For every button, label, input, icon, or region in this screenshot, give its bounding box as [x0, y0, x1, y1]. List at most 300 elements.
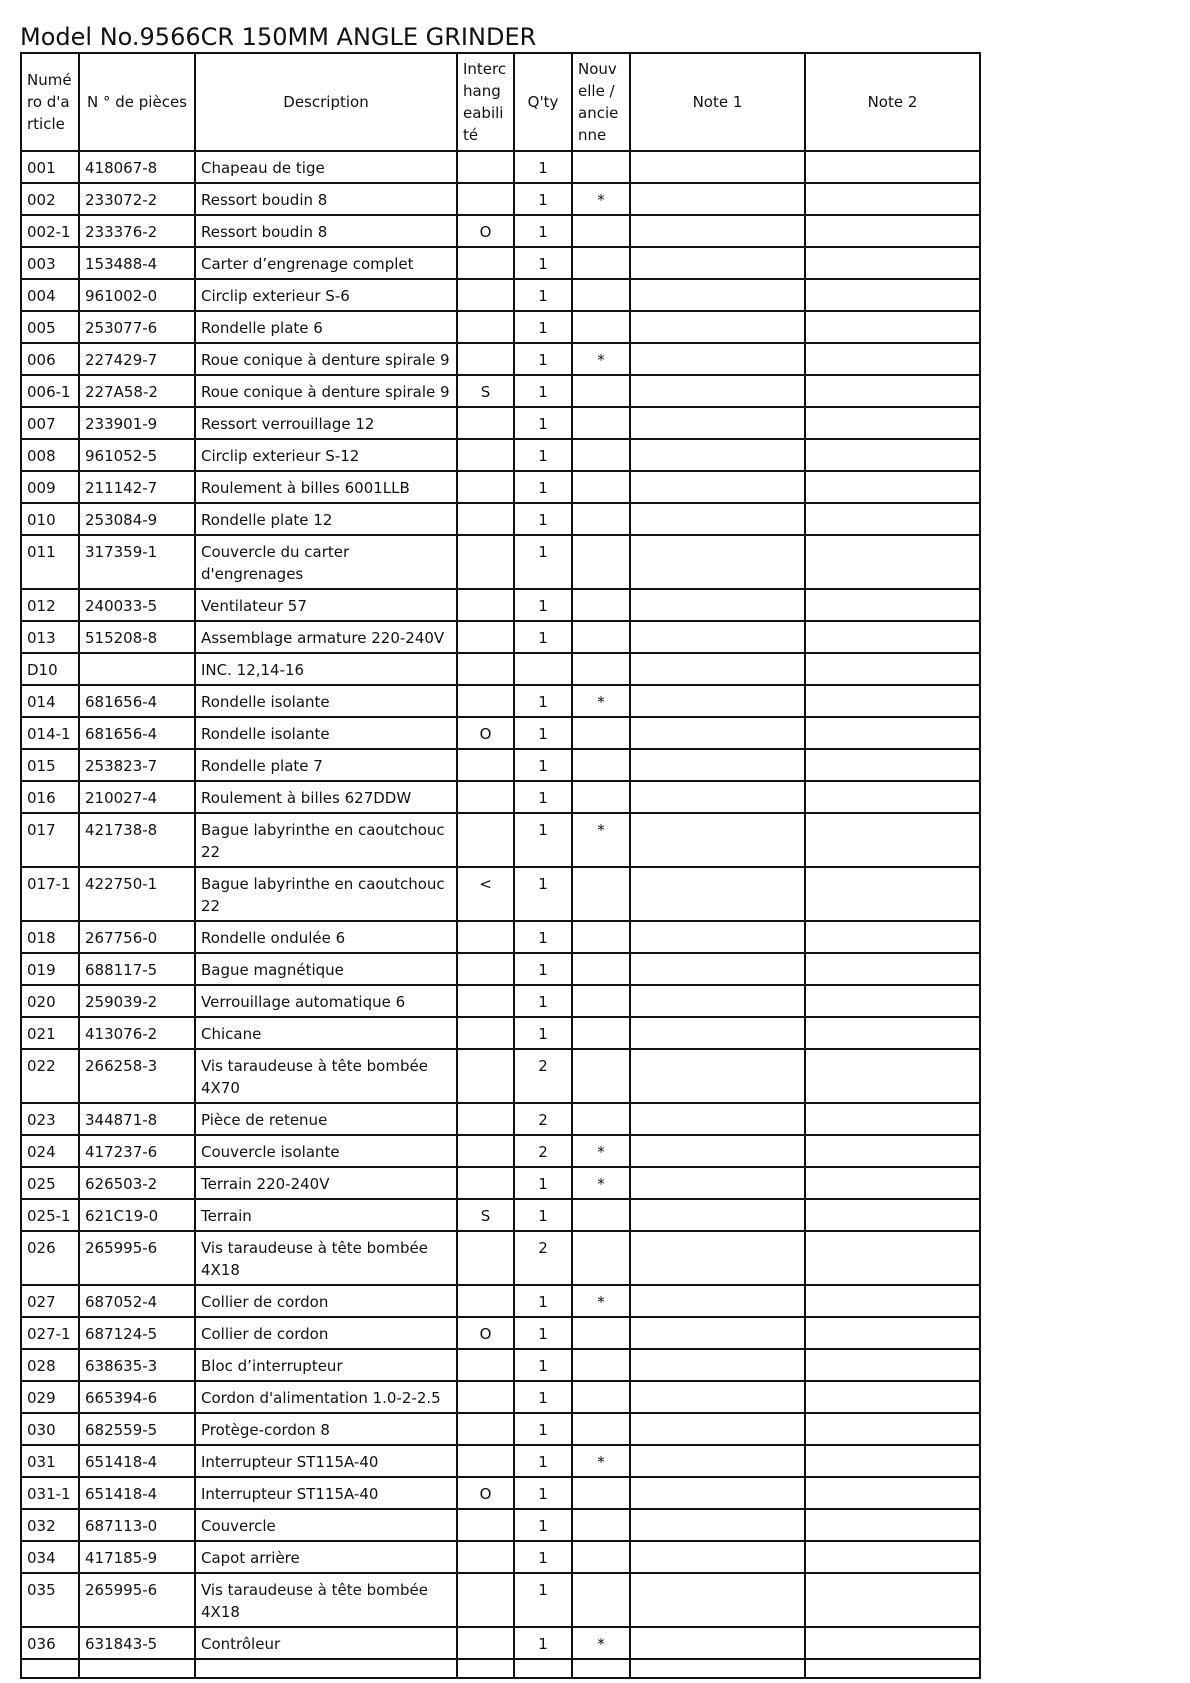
cell-item-no: 027-1 — [21, 1317, 79, 1349]
cell-note2 — [805, 1103, 980, 1135]
cell-item-no: 026 — [21, 1231, 79, 1285]
cell-new-old: * — [572, 1167, 630, 1199]
cell-interchangeability: O — [457, 1477, 514, 1509]
cell-description: Protège-cordon 8 — [195, 1413, 457, 1445]
cell-empty — [572, 1659, 630, 1678]
cell-description: Rondelle isolante — [195, 685, 457, 717]
cell-part-no: 638635-3 — [79, 1349, 195, 1381]
cell-item-no: 025-1 — [21, 1199, 79, 1231]
cell-interchangeability — [457, 471, 514, 503]
cell-part-no: 621C19-0 — [79, 1199, 195, 1231]
cell-interchangeability — [457, 1413, 514, 1445]
cell-item-no: 003 — [21, 247, 79, 279]
cell-part-no: 266258-3 — [79, 1049, 195, 1103]
cell-item-no: 031-1 — [21, 1477, 79, 1509]
cell-qty: 1 — [514, 589, 572, 621]
cell-part-no: 210027-4 — [79, 781, 195, 813]
cell-description: Terrain 220-240V — [195, 1167, 457, 1199]
cell-note1 — [630, 749, 805, 781]
table-row — [21, 621, 980, 653]
cell-description: Rondelle plate 6 — [195, 311, 457, 343]
cell-part-no: 651418-4 — [79, 1445, 195, 1477]
cell-qty: 1 — [514, 1167, 572, 1199]
cell-part-no: 961002-0 — [79, 279, 195, 311]
table-row — [21, 1381, 980, 1413]
cell-interchangeability — [457, 1049, 514, 1103]
header-part-no: N ° de pièces — [79, 53, 195, 151]
cell-interchangeability — [457, 183, 514, 215]
table-row — [21, 985, 980, 1017]
cell-item-no: 012 — [21, 589, 79, 621]
table-row — [21, 1627, 980, 1659]
cell-note1 — [630, 1017, 805, 1049]
cell-note2 — [805, 183, 980, 215]
cell-part-no: 317359-1 — [79, 535, 195, 589]
cell-item-no: 025 — [21, 1167, 79, 1199]
cell-description: Circlip exterieur S-12 — [195, 439, 457, 471]
cell-note1 — [630, 375, 805, 407]
cell-interchangeability: O — [457, 1317, 514, 1349]
cell-new-old: * — [572, 1445, 630, 1477]
cell-note1 — [630, 1103, 805, 1135]
cell-item-no: 008 — [21, 439, 79, 471]
cell-new-old — [572, 279, 630, 311]
table-row — [21, 653, 980, 685]
table-row — [21, 535, 980, 589]
cell-item-no: 006-1 — [21, 375, 79, 407]
cell-note2 — [805, 1413, 980, 1445]
cell-item-no: 001 — [21, 151, 79, 183]
cell-qty: 1 — [514, 247, 572, 279]
cell-description: Cordon d'alimentation 1.0-2-2.5 — [195, 1381, 457, 1413]
cell-new-old — [572, 749, 630, 781]
cell-interchangeability — [457, 439, 514, 471]
cell-part-no: 417185-9 — [79, 1541, 195, 1573]
cell-part-no: 227429-7 — [79, 343, 195, 375]
cell-description: Ressort boudin 8 — [195, 215, 457, 247]
cell-note1 — [630, 215, 805, 247]
cell-note2 — [805, 439, 980, 471]
cell-note2 — [805, 1509, 980, 1541]
table-row — [21, 1199, 980, 1231]
cell-item-no: 005 — [21, 311, 79, 343]
cell-note2 — [805, 503, 980, 535]
cell-qty: 1 — [514, 781, 572, 813]
cell-note1 — [630, 1477, 805, 1509]
cell-description: Couvercle isolante — [195, 1135, 457, 1167]
cell-note1 — [630, 985, 805, 1017]
header-note2: Note 2 — [805, 53, 980, 151]
cell-note2 — [805, 985, 980, 1017]
cell-note1 — [630, 1231, 805, 1285]
cell-item-no: 021 — [21, 1017, 79, 1049]
cell-note1 — [630, 921, 805, 953]
table-row — [21, 1573, 980, 1627]
cell-empty — [195, 1659, 457, 1678]
cell-note1 — [630, 407, 805, 439]
cell-note1 — [630, 151, 805, 183]
cell-interchangeability — [457, 653, 514, 685]
cell-qty: 1 — [514, 953, 572, 985]
table-row — [21, 589, 980, 621]
cell-interchangeability — [457, 1627, 514, 1659]
cell-part-no: 626503-2 — [79, 1167, 195, 1199]
header-qty: Q'ty — [514, 53, 572, 151]
parts-table — [20, 52, 981, 1679]
cell-qty: 1 — [514, 867, 572, 921]
cell-interchangeability — [457, 343, 514, 375]
cell-note2 — [805, 685, 980, 717]
cell-note2 — [805, 1017, 980, 1049]
cell-note1 — [630, 1135, 805, 1167]
table-row-cut-off — [21, 1659, 980, 1678]
cell-interchangeability — [457, 685, 514, 717]
cell-qty: 1 — [514, 1541, 572, 1573]
cell-new-old: * — [572, 685, 630, 717]
cell-new-old — [572, 621, 630, 653]
cell-new-old — [572, 985, 630, 1017]
cell-item-no: 032 — [21, 1509, 79, 1541]
cell-qty: 1 — [514, 471, 572, 503]
cell-note2 — [805, 1167, 980, 1199]
cell-interchangeability — [457, 1017, 514, 1049]
cell-description: Contrôleur — [195, 1627, 457, 1659]
cell-note1 — [630, 471, 805, 503]
cell-note1 — [630, 781, 805, 813]
cell-new-old — [572, 1199, 630, 1231]
cell-part-no: 153488-4 — [79, 247, 195, 279]
cell-note1 — [630, 621, 805, 653]
cell-new-old — [572, 1231, 630, 1285]
cell-part-no: 253823-7 — [79, 749, 195, 781]
cell-part-no: 267756-0 — [79, 921, 195, 953]
cell-note2 — [805, 867, 980, 921]
cell-qty: 1 — [514, 621, 572, 653]
cell-description: Collier de cordon — [195, 1285, 457, 1317]
cell-interchangeability: S — [457, 1199, 514, 1231]
cell-qty: 1 — [514, 1445, 572, 1477]
table-row — [21, 1509, 980, 1541]
cell-item-no: D10 — [21, 653, 79, 685]
page-title: Model No.9566CR 150MM ANGLE GRINDER — [20, 23, 537, 51]
cell-item-no: 024 — [21, 1135, 79, 1167]
cell-item-no: 028 — [21, 1349, 79, 1381]
cell-qty: 2 — [514, 1231, 572, 1285]
cell-qty: 1 — [514, 717, 572, 749]
cell-new-old: * — [572, 1285, 630, 1317]
cell-qty: 1 — [514, 813, 572, 867]
table-row — [21, 407, 980, 439]
cell-note2 — [805, 1541, 980, 1573]
table-row — [21, 1167, 980, 1199]
cell-description: Rondelle plate 12 — [195, 503, 457, 535]
cell-interchangeability — [457, 1285, 514, 1317]
cell-description: Couvercle du carter d'engrenages — [195, 535, 457, 589]
cell-interchangeability — [457, 1445, 514, 1477]
cell-interchangeability — [457, 247, 514, 279]
table-row — [21, 1135, 980, 1167]
table-row — [21, 921, 980, 953]
cell-qty: 2 — [514, 1135, 572, 1167]
table-row — [21, 151, 980, 183]
cell-new-old — [572, 471, 630, 503]
cell-interchangeability: O — [457, 717, 514, 749]
cell-part-no: 651418-4 — [79, 1477, 195, 1509]
cell-item-no: 031 — [21, 1445, 79, 1477]
cell-new-old — [572, 1573, 630, 1627]
cell-interchangeability — [457, 1135, 514, 1167]
cell-new-old — [572, 1381, 630, 1413]
cell-new-old — [572, 535, 630, 589]
cell-note1 — [630, 1199, 805, 1231]
table-row — [21, 1317, 980, 1349]
cell-note1 — [630, 503, 805, 535]
cell-note1 — [630, 653, 805, 685]
cell-new-old — [572, 867, 630, 921]
cell-part-no: 344871-8 — [79, 1103, 195, 1135]
cell-new-old — [572, 407, 630, 439]
cell-part-no: 681656-4 — [79, 685, 195, 717]
cell-qty: 1 — [514, 1477, 572, 1509]
cell-part-no: 687113-0 — [79, 1509, 195, 1541]
cell-item-no: 006 — [21, 343, 79, 375]
cell-description: Terrain — [195, 1199, 457, 1231]
cell-interchangeability — [457, 1103, 514, 1135]
cell-description: Interrupteur ST115A-40 — [195, 1445, 457, 1477]
cell-note2 — [805, 535, 980, 589]
cell-description: Interrupteur ST115A-40 — [195, 1477, 457, 1509]
cell-interchangeability — [457, 1541, 514, 1573]
table-row — [21, 1413, 980, 1445]
table-header-row — [21, 53, 980, 151]
cell-item-no: 036 — [21, 1627, 79, 1659]
cell-note1 — [630, 439, 805, 471]
table-row — [21, 1017, 980, 1049]
cell-empty — [79, 1659, 195, 1678]
cell-description: Roulement à billes 6001LLB — [195, 471, 457, 503]
table-row — [21, 247, 980, 279]
cell-description: Chicane — [195, 1017, 457, 1049]
table-row — [21, 279, 980, 311]
cell-part-no: 682559-5 — [79, 1413, 195, 1445]
cell-note1 — [630, 1573, 805, 1627]
cell-qty: 1 — [514, 279, 572, 311]
cell-description: Roue conique à denture spirale 9 — [195, 375, 457, 407]
cell-interchangeability — [457, 813, 514, 867]
cell-item-no: 016 — [21, 781, 79, 813]
cell-description: Bague labyrinthe en caoutchouc 22 — [195, 867, 457, 921]
cell-qty: 1 — [514, 439, 572, 471]
cell-note2 — [805, 717, 980, 749]
cell-empty — [805, 1659, 980, 1678]
cell-qty: 1 — [514, 215, 572, 247]
cell-qty: 1 — [514, 1349, 572, 1381]
cell-note1 — [630, 1445, 805, 1477]
cell-interchangeability — [457, 1573, 514, 1627]
cell-interchangeability — [457, 1349, 514, 1381]
table-row — [21, 183, 980, 215]
cell-part-no: 421738-8 — [79, 813, 195, 867]
cell-part-no: 265995-6 — [79, 1573, 195, 1627]
cell-qty: 1 — [514, 921, 572, 953]
cell-part-no: 417237-6 — [79, 1135, 195, 1167]
cell-item-no: 018 — [21, 921, 79, 953]
table-row — [21, 1231, 980, 1285]
cell-new-old: * — [572, 183, 630, 215]
cell-interchangeability — [457, 1167, 514, 1199]
cell-note1 — [630, 1413, 805, 1445]
cell-new-old — [572, 1413, 630, 1445]
cell-description: Circlip exterieur S-6 — [195, 279, 457, 311]
cell-part-no: 687124-5 — [79, 1317, 195, 1349]
cell-item-no: 017-1 — [21, 867, 79, 921]
cell-part-no: 233376-2 — [79, 215, 195, 247]
cell-note2 — [805, 215, 980, 247]
cell-interchangeability — [457, 781, 514, 813]
cell-new-old — [572, 503, 630, 535]
cell-note1 — [630, 1541, 805, 1573]
cell-part-no: 211142-7 — [79, 471, 195, 503]
cell-note1 — [630, 1049, 805, 1103]
cell-interchangeability — [457, 621, 514, 653]
cell-qty: 1 — [514, 685, 572, 717]
cell-description: Capot arrière — [195, 1541, 457, 1573]
cell-new-old — [572, 375, 630, 407]
cell-description: Collier de cordon — [195, 1317, 457, 1349]
cell-item-no: 011 — [21, 535, 79, 589]
cell-new-old — [572, 1103, 630, 1135]
table-row — [21, 867, 980, 921]
cell-interchangeability — [457, 749, 514, 781]
cell-new-old — [572, 653, 630, 685]
cell-note1 — [630, 311, 805, 343]
cell-qty: 1 — [514, 343, 572, 375]
cell-part-no: 253084-9 — [79, 503, 195, 535]
cell-item-no: 022 — [21, 1049, 79, 1103]
cell-note1 — [630, 1627, 805, 1659]
cell-interchangeability — [457, 407, 514, 439]
cell-new-old — [572, 717, 630, 749]
cell-part-no: 688117-5 — [79, 953, 195, 985]
cell-description: Vis taraudeuse à tête bombée 4X18 — [195, 1573, 457, 1627]
cell-note1 — [630, 953, 805, 985]
cell-item-no: 027 — [21, 1285, 79, 1317]
cell-description: Rondelle ondulée 6 — [195, 921, 457, 953]
cell-description: Roulement à billes 627DDW — [195, 781, 457, 813]
cell-description: Carter d’engrenage complet — [195, 247, 457, 279]
cell-new-old — [572, 1017, 630, 1049]
cell-new-old — [572, 1317, 630, 1349]
cell-qty: 1 — [514, 1285, 572, 1317]
header-description: Description — [195, 53, 457, 151]
cell-description: Chapeau de tige — [195, 151, 457, 183]
cell-note1 — [630, 685, 805, 717]
table-row — [21, 749, 980, 781]
table-row — [21, 685, 980, 717]
cell-note2 — [805, 781, 980, 813]
cell-interchangeability — [457, 985, 514, 1017]
table-row — [21, 375, 980, 407]
table-row — [21, 1445, 980, 1477]
cell-item-no: 002 — [21, 183, 79, 215]
cell-interchangeability — [457, 1381, 514, 1413]
cell-note2 — [805, 1317, 980, 1349]
cell-qty: 1 — [514, 1381, 572, 1413]
table-row — [21, 1103, 980, 1135]
cell-item-no: 009 — [21, 471, 79, 503]
cell-new-old — [572, 439, 630, 471]
cell-note2 — [805, 1199, 980, 1231]
cell-interchangeability: < — [457, 867, 514, 921]
header-new-old: Nouvelle / ancienne — [572, 53, 630, 151]
cell-qty: 1 — [514, 503, 572, 535]
cell-empty — [630, 1659, 805, 1678]
cell-empty — [514, 1659, 572, 1678]
cell-note2 — [805, 1285, 980, 1317]
cell-qty: 1 — [514, 1573, 572, 1627]
cell-qty: 2 — [514, 1049, 572, 1103]
cell-part-no: 418067-8 — [79, 151, 195, 183]
table-row — [21, 503, 980, 535]
cell-interchangeability — [457, 921, 514, 953]
cell-note2 — [805, 589, 980, 621]
cell-item-no: 030 — [21, 1413, 79, 1445]
cell-description: Rondelle isolante — [195, 717, 457, 749]
cell-item-no: 017 — [21, 813, 79, 867]
cell-item-no: 014-1 — [21, 717, 79, 749]
table-row — [21, 439, 980, 471]
cell-qty — [514, 653, 572, 685]
cell-interchangeability — [457, 1509, 514, 1541]
table-row — [21, 1349, 980, 1381]
cell-part-no: 961052-5 — [79, 439, 195, 471]
cell-note2 — [805, 343, 980, 375]
cell-note1 — [630, 867, 805, 921]
header-note1: Note 1 — [630, 53, 805, 151]
cell-note2 — [805, 1381, 980, 1413]
cell-note2 — [805, 151, 980, 183]
cell-note2 — [805, 1135, 980, 1167]
cell-description: Assemblage armature 220-240V — [195, 621, 457, 653]
cell-new-old — [572, 781, 630, 813]
cell-empty — [21, 1659, 79, 1678]
cell-note1 — [630, 183, 805, 215]
cell-note2 — [805, 621, 980, 653]
cell-note1 — [630, 1349, 805, 1381]
cell-note1 — [630, 589, 805, 621]
cell-part-no: 687052-4 — [79, 1285, 195, 1317]
cell-interchangeability — [457, 503, 514, 535]
cell-description: Vis taraudeuse à tête bombée 4X18 — [195, 1231, 457, 1285]
cell-note2 — [805, 375, 980, 407]
cell-new-old — [572, 1049, 630, 1103]
cell-note2 — [805, 1349, 980, 1381]
table-row — [21, 343, 980, 375]
cell-qty: 1 — [514, 183, 572, 215]
cell-part-no: 515208-8 — [79, 621, 195, 653]
cell-qty: 1 — [514, 1199, 572, 1231]
cell-new-old: * — [572, 813, 630, 867]
cell-item-no: 014 — [21, 685, 79, 717]
table-row — [21, 781, 980, 813]
cell-item-no: 007 — [21, 407, 79, 439]
table-row — [21, 1285, 980, 1317]
cell-item-no: 029 — [21, 1381, 79, 1413]
cell-description: Pièce de retenue — [195, 1103, 457, 1135]
cell-new-old — [572, 1477, 630, 1509]
table-row — [21, 311, 980, 343]
cell-note2 — [805, 749, 980, 781]
